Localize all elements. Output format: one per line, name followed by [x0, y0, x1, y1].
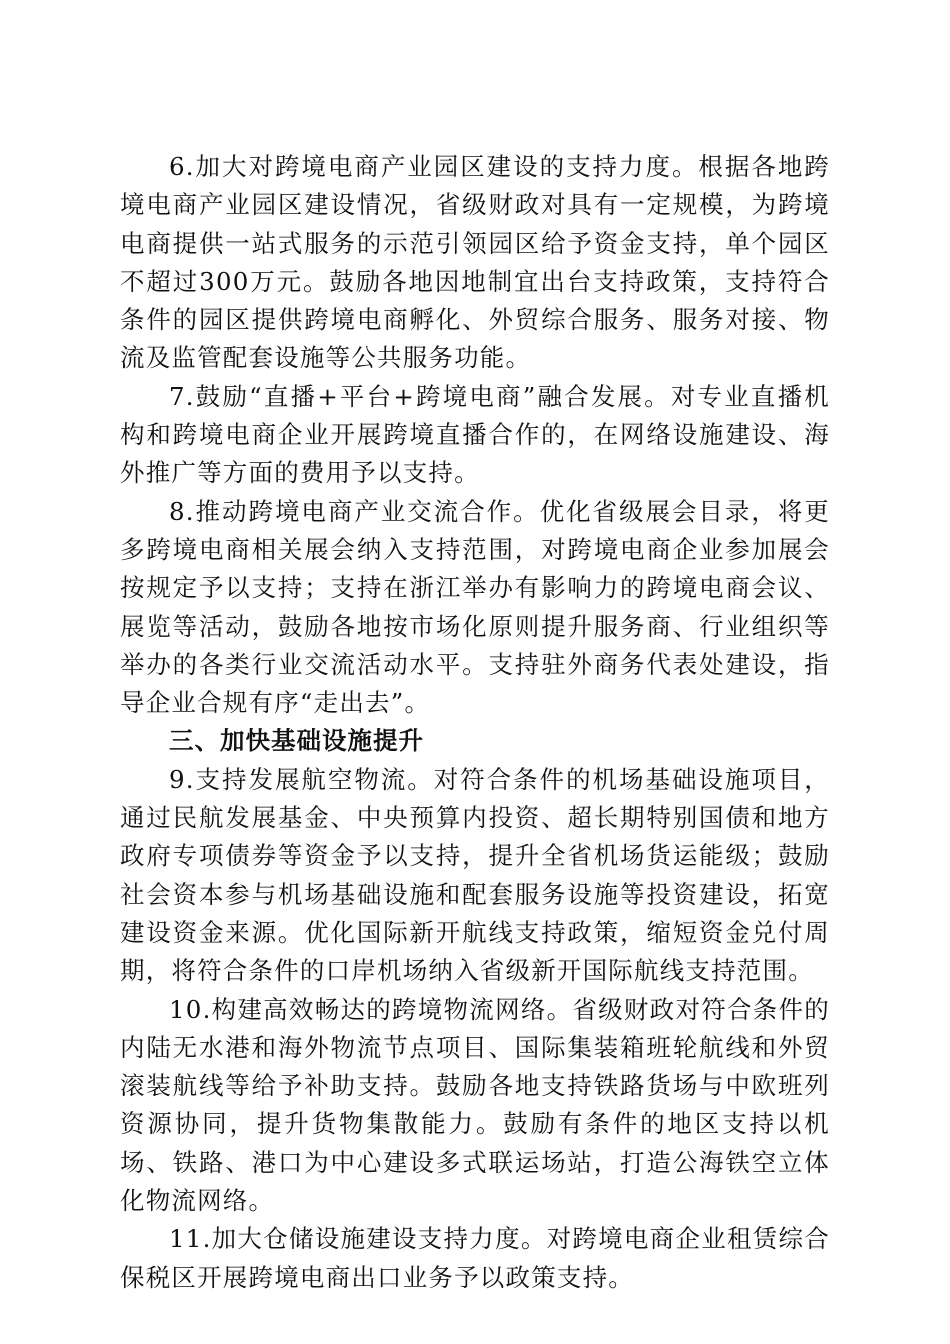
section-heading: 三、加快基础设施提升: [169, 726, 424, 756]
paragraph-6: 6.加大对跨境电商产业园区建设的支持力度。根据各地跨境电商产业园区建设情况，省级财政对具有一定规模，为跨境电商提供一站式服务的示范引领园区给予资金支持，单个园区不超过300万元。鼓励各地因地制宜出台支持政策，支持符合条件的园区提供跨境电商孵化、外贸综合服务、服务对接、物流及监管配套设施等公共服务功能。: [120, 152, 830, 373]
paragraph-7: 7.鼓励“直播+平台+跨境电商”融合发展。对专业直播机构和跨境电商企业开展跨境直播合作的，在网络设施建设、海外推广等方面的费用予以支持。: [120, 381, 830, 488]
document-page: [120, 148, 830, 1297]
paragraph-11: 11.加大仓储设施建设支持力度。对跨境电商企业租赁综合保税区开展跨境电商出口业务予以政策支持。: [120, 1224, 830, 1292]
paragraph-8: 8.推动跨境电商产业交流合作。优化省级展会目录，将更多跨境电商相关展会纳入支持范围，对跨境电商企业参加展会按规定予以支持；支持在浙江举办有影响力的跨境电商会议、展览等活动，鼓励各地按市场化原则提升服务商、行业组织等举办的各类行业交流活动水平。支持驻外商务代表处建设，指导企业合规有序“走出去”。: [120, 496, 830, 718]
paragraph-9: 9.支持发展航空物流。对符合条件的机场基础设施项目，通过民航发展基金、中央预算内投资、超长期特别国债和地方政府专项债券等资金予以支持，提升全省机场货运能级；鼓励社会资本参与机场基础设施和配套服务设施等投资建设，拓宽建设资金来源。优化国际新开航线支持政策，缩短资金兑付周期，将符合条件的口岸机场纳入省级新开国际航线支持范围。: [120, 764, 830, 986]
paragraph-10: 10.构建高效畅达的跨境物流网络。省级财政对符合条件的内陆无水港和海外物流节点项目、国际集装箱班轮航线和外贸滚装航线等给予补助支持。鼓励各地支持铁路货场与中欧班列资源协同，提升货物集散能力。鼓励有条件的地区支持以机场、铁路、港口为中心建设多式联运场站，打造公海铁空立体化物流网络。: [120, 994, 830, 1216]
